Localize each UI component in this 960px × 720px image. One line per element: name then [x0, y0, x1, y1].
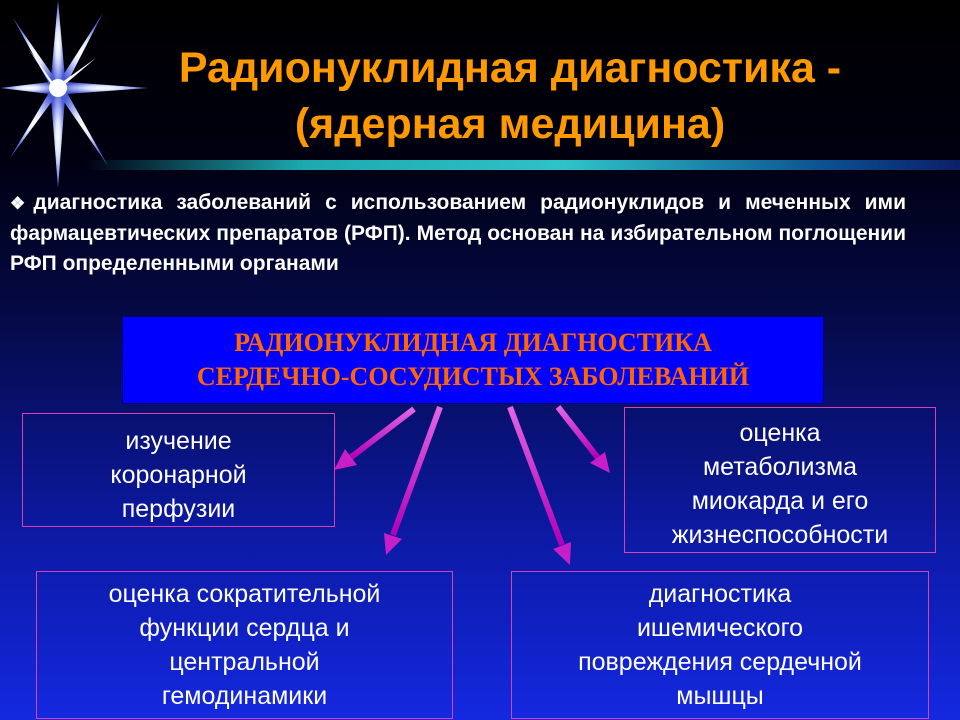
box-text-line: оценка	[739, 419, 821, 447]
box-text-line: центральной	[169, 648, 320, 676]
box-text-line: коронарной	[110, 461, 247, 489]
diamond-bullet-icon: ❖	[10, 194, 34, 213]
title-line-2: (ядерная медицина)	[294, 100, 726, 148]
box-text-line: диагностика	[648, 580, 792, 608]
box-text-line: жизнеспособности	[671, 521, 889, 549]
definition-text: диагностика заболеваний с использованием радионуклидов и меченных ими фармацевтических препаратов (РФП). Метод основан на избирательном поглощении РФП определенными органами	[10, 191, 906, 275]
box-text-line: функции сердца и	[139, 614, 350, 642]
central-topic-box	[122, 316, 824, 404]
arrow-to-perfusion	[334, 409, 414, 470]
arrow-to-metabolism	[558, 407, 610, 473]
title-divider	[85, 160, 960, 170]
definition-paragraph	[10, 188, 906, 279]
box-text-line: оценка сократительной	[108, 580, 381, 608]
box-text-line: перфузии	[121, 495, 236, 523]
box-text-line: повреждения сердечной	[578, 648, 862, 676]
box-text-line: мышцы	[676, 682, 764, 710]
slide-title	[110, 40, 910, 152]
box-text-line: изучение	[125, 427, 232, 455]
coronary-perfusion-box	[22, 413, 335, 527]
central-topic-line-2: СЕРДЕЧНО-СОСУДИСТЫХ ЗАБОЛЕВАНИЙ	[196, 362, 750, 391]
title-line-1: Радионуклидная диагностика -	[178, 44, 842, 92]
box-text-line: гемодинамики	[161, 682, 328, 710]
arrow-to-ischemia	[510, 407, 571, 565]
box-text-line: ишемического	[636, 614, 804, 642]
box-text-line: миокарда и его	[691, 487, 869, 515]
arrow-to-contractility	[384, 407, 440, 555]
box-text-line: метаболизма	[702, 453, 858, 481]
myocardial-metabolism-box	[624, 407, 936, 553]
central-topic-line-1: РАДИОНУКЛИДНАЯ ДИАГНОСТИКА	[234, 328, 712, 357]
contractility-box	[36, 571, 453, 719]
ischemic-damage-box	[511, 571, 929, 719]
